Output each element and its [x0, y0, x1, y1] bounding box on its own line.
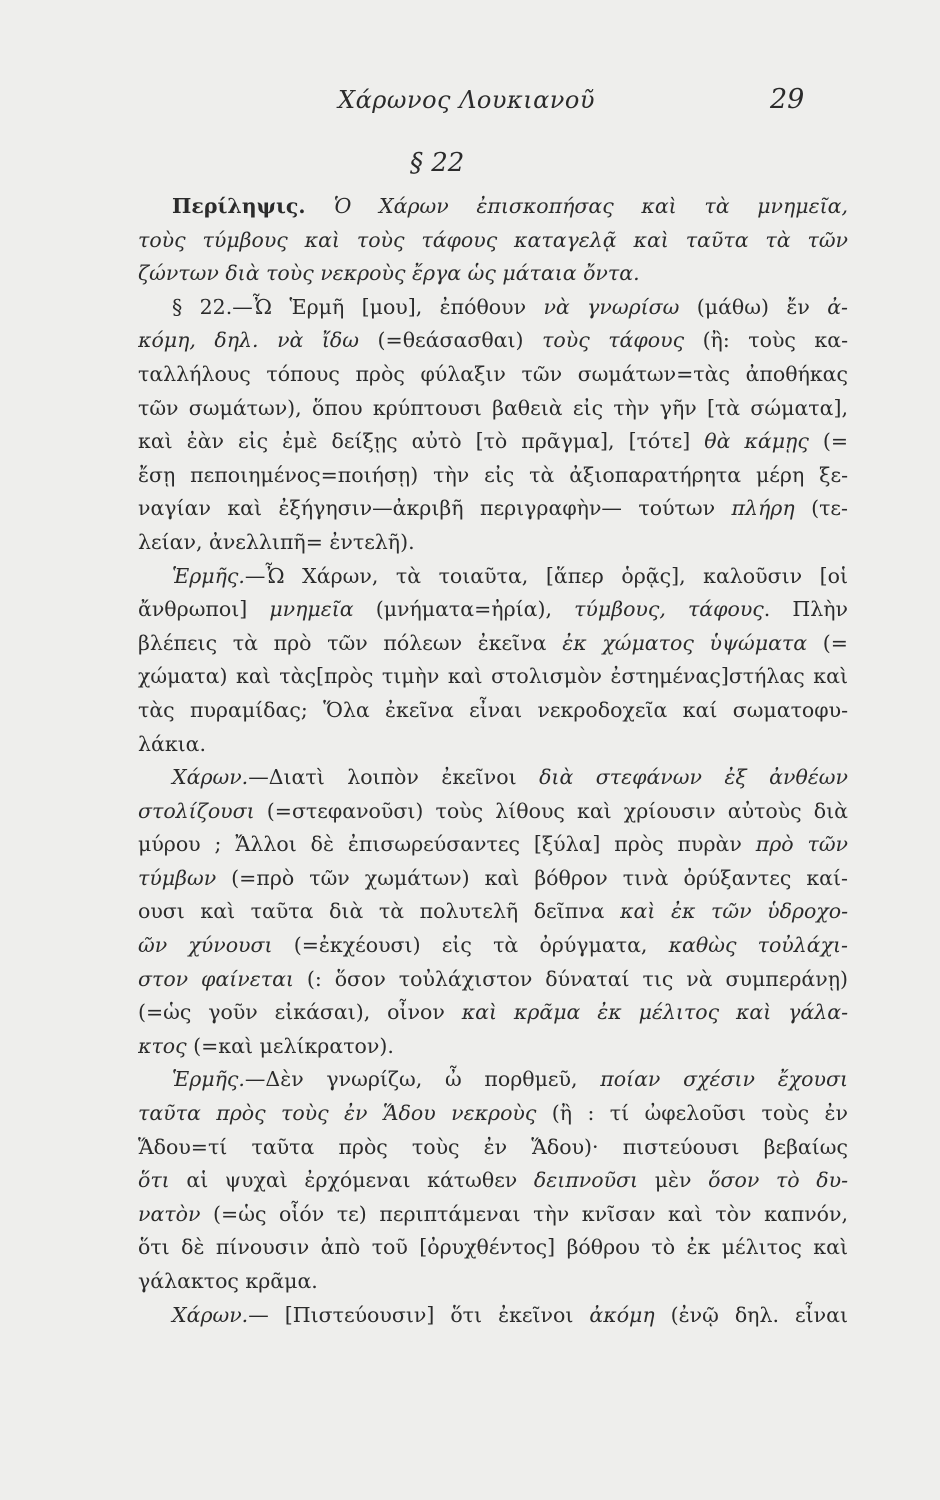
italic-run: στολίζουσι	[138, 798, 255, 823]
italic-run: ζώντων διὰ τοὺς νεκροὺς ἔργα ὡς μάταια ὄντα.	[138, 261, 640, 286]
text-line	[138, 1097, 848, 1131]
text-line	[138, 1063, 848, 1097]
text-line	[138, 895, 848, 929]
italic-run: κόμη, δηλ. νὰ ἴδω	[138, 328, 359, 353]
text-line	[138, 963, 848, 997]
text-line	[138, 459, 848, 493]
text-line	[138, 593, 848, 627]
text-line	[138, 728, 848, 762]
text-line	[138, 996, 848, 1030]
text-run: (ἢ : τί ὠφελοῦσι τοὺς ἐν	[536, 1101, 848, 1126]
italic-run: πλήρη	[731, 496, 795, 521]
text-run: (ἐνῷ δηλ. εἶναι	[654, 1302, 848, 1327]
text-line	[138, 828, 848, 862]
text-run: ἔσῃ πεποιημένος=ποιήσῃ) τὴν εἰς τὰ ἀξιοπαρατήρητα μέρη ξε-	[138, 462, 848, 487]
text-line	[138, 560, 848, 594]
text-run: ναγίαν καὶ ἐξήγησιν—ἀκριβῆ περιγραφὴν— τούτων	[138, 496, 732, 521]
italic-run: ἐκ χώματος ὑψώματα	[562, 630, 808, 655]
text-line	[138, 526, 848, 560]
text-run: . Πλὴν	[763, 597, 848, 622]
text-run: τὰς πυραμίδας; Ὅλα ἐκεῖνα εἶναι νεκροδοχεῖα καί σωματοφυ-	[138, 697, 848, 722]
text-run: — [Πιστεύουσιν] ὅτι ἐκεῖνοι	[248, 1302, 590, 1327]
text-run: (τε-	[794, 496, 848, 521]
text-line	[138, 1265, 848, 1299]
page-header	[0, 86, 940, 126]
text-line	[138, 358, 848, 392]
italic-run: τοὺς τάφους	[542, 328, 685, 353]
text-run: (μάθω) ἔν	[679, 294, 828, 319]
italic-run: καὶ ἐκ τῶν ὑδροχο-	[620, 899, 848, 924]
text-run: (=πρὸ τῶν χωμάτων) καὶ βόθρον τινὰ ὀρύξαντες καί-	[216, 865, 848, 890]
text-line	[138, 492, 848, 526]
italic-run: πρὸ τῶν	[755, 832, 848, 857]
text-run: § 22.—Ὦ Ἑρμῆ [μου], ἐπόθουν	[172, 294, 544, 319]
text-line	[138, 425, 848, 459]
italic-run: ἀκόμη	[589, 1302, 655, 1327]
text-run: (=θεάσασθαι)	[359, 328, 543, 353]
italic-run: τοὺς τύμβους καὶ τοὺς τάφους καταγελᾷ καὶ ταῦτα τὰ τῶν	[138, 227, 848, 252]
text-line	[138, 291, 848, 325]
text-run: ταλλήλους τόπους πρὸς φύλαξιν τῶν σωμάτων=τὰς ἀποθήκας	[138, 361, 848, 386]
text-line	[138, 694, 848, 728]
italic-run: ἀ-	[827, 294, 848, 319]
text-run: —Ὦ Χάρων, τὰ τοιαῦτα, [ἅπερ ὁρᾷς], καλοῦσιν [οἱ	[244, 563, 848, 588]
text-run: (=ὡς οἷόν τε) περιπτάμεναι τὴν κνῖσαν καὶ τὸν καπνόν,	[200, 1201, 848, 1226]
text-run: μύρου ; Ἄλλοι δὲ ἐπισωρεύσαντες [ξύλα] πρὸς πυρὰν	[138, 832, 756, 857]
text-run: καὶ ἐὰν εἰς ἐμὲ δείξῃς αὐτὸ [τὸ πρᾶγμα], [τότε]	[138, 429, 705, 454]
italic-run: ταῦτα πρὸς τοὺς ἐν Ἅδου νεκροὺς	[138, 1101, 537, 1126]
text-run: Ἅδου=τί ταῦτα πρὸς τοὺς ἐν Ἅδου)· πιστεύουσι βεβαίως	[138, 1134, 848, 1159]
text-run: —Δὲν γνωρίζω, ὦ πορθμεῦ,	[244, 1067, 601, 1092]
running-title: Χάρωνος Λουκιανοῦ	[338, 86, 595, 114]
text-run: γάλακτος κρᾶμα.	[138, 1269, 318, 1293]
italic-run: μνημεῖα	[269, 597, 354, 622]
text-line	[138, 1198, 848, 1232]
text-run: (ἢ: τοὺς κα-	[684, 328, 848, 353]
text-line	[138, 1164, 848, 1198]
italic-run: τύμβους, τάφους	[574, 597, 764, 622]
italic-run: ὅσον τὸ δυ-	[708, 1168, 848, 1193]
text-run: (=	[808, 429, 848, 454]
text-line	[138, 1131, 848, 1165]
italic-run: Χάρων.	[172, 1302, 249, 1327]
italic-run: κτος	[138, 1033, 187, 1058]
italic-run: νὰ γνωρίσω	[543, 294, 680, 319]
text-run: ουσι καὶ ταῦτα διὰ τὰ πολυτελῆ δεῖπνα	[138, 899, 621, 924]
text-run: αἱ ψυχαὶ ἐρχόμεναι κάτωθεν	[169, 1168, 534, 1193]
italic-run: ὅτι	[138, 1168, 170, 1193]
italic-run: καθὼς τοὐλάχι-	[668, 933, 848, 958]
text-run: (=καὶ μελίκρατον).	[186, 1033, 394, 1058]
section-heading: § 22	[410, 148, 465, 178]
text-run: ὅτι δὲ πίνουσιν ἀπὸ τοῦ [ὀρυχθέντος] βόθρου τὸ ἐκ μέλιτος καὶ	[138, 1235, 848, 1260]
bold-run: Περίληψις.	[172, 194, 334, 218]
text-line	[138, 324, 848, 358]
text-run: λείαν, ἀνελλιπῆ= ἐντελῆ).	[138, 529, 415, 554]
text-run: χώματα) καὶ τὰς[πρὸς τιμὴν καὶ στολισμὸν ἐστημένας]στήλας καὶ	[138, 664, 848, 689]
italic-run: Ὁ Χάρων ἐπισκοπήσας καὶ τὰ μνημεῖα,	[333, 194, 848, 218]
italic-run: νατὸν	[138, 1201, 201, 1226]
text-run: (=ὡς γοῦν εἰκάσαι), οἶνον	[138, 1000, 462, 1025]
italic-run: Ἑρμῆς.	[172, 563, 245, 588]
italic-run: Ἑρμῆς.	[172, 1067, 245, 1092]
text-line	[138, 795, 848, 829]
italic-run: θὰ κάμῃς	[704, 429, 809, 454]
text-line	[138, 392, 848, 426]
text-line	[138, 627, 848, 661]
text-line	[138, 1030, 848, 1064]
text-line	[138, 1299, 848, 1333]
text-run: ἄνθρωποι]	[138, 597, 270, 622]
text-line	[138, 257, 848, 291]
text-run: —Διατὶ λοιπὸν ἐκεῖνοι	[248, 765, 540, 790]
text-line	[138, 1231, 848, 1265]
text-run: τῶν σωμάτων), ὅπου κρύπτουσι βαθειὰ εἰς τὴν γῆν [τὰ σώματα],	[138, 395, 848, 420]
text-line	[138, 190, 848, 224]
text-line	[138, 761, 848, 795]
italic-run: Χάρων.	[172, 765, 249, 790]
text-run: μὲν	[638, 1168, 709, 1193]
page-number: 29	[770, 84, 805, 115]
text-line	[138, 660, 848, 694]
italic-run: τύμβων	[138, 865, 217, 890]
text-run: (μνήματα=ἠρία),	[353, 597, 575, 622]
text-line	[138, 929, 848, 963]
italic-run: καὶ κρᾶμα ἐκ μέλιτος καὶ γάλα-	[461, 1000, 848, 1025]
italic-run: στον φαίνεται	[138, 966, 294, 991]
text-line	[138, 862, 848, 896]
italic-run: ποίαν σχέσιν ἔχουσι	[600, 1067, 848, 1092]
text-line	[138, 224, 848, 258]
italic-run: ῶν χύνουσι	[138, 933, 273, 958]
italic-run: διὰ στεφάνων ἐξ ἀνθέων	[539, 765, 848, 790]
italic-run: δειπνοῦσι	[533, 1168, 639, 1193]
body-text	[138, 190, 848, 1332]
text-run: (: ὅσον τοὐλάχιστον δύναταί τις νὰ συμπεράνῃ)	[293, 966, 848, 991]
text-run: βλέπεις τὰ πρὸ τῶν πόλεων ἐκεῖνα	[138, 630, 563, 655]
text-run: (=στεφανοῦσι) τοὺς λίθους καὶ χρίουσιν αὐτοὺς διὰ	[254, 798, 848, 823]
text-run: (=	[807, 630, 848, 655]
text-run: (=ἐκχέουσι) εἰς τὰ ὀρύγματα,	[272, 933, 669, 958]
text-run: λάκια.	[138, 731, 207, 756]
